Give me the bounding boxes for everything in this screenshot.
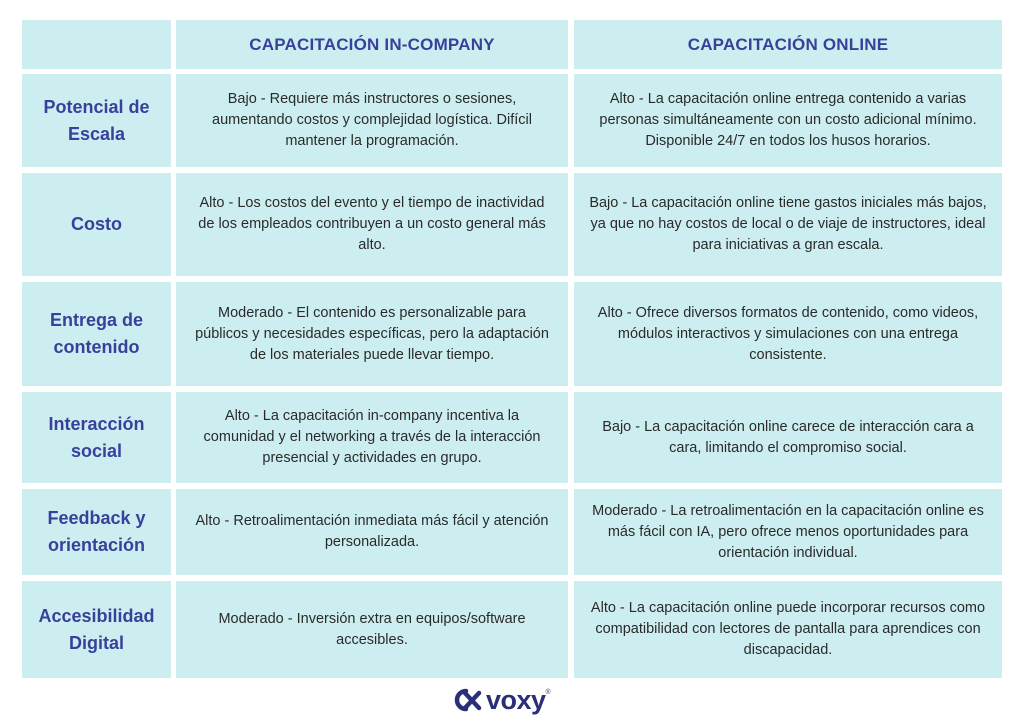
voxy-logo-text: voxy (486, 684, 546, 715)
in-company-cell-accesibilidad-digital: Moderado - Inversión extra en equipos/software accesibles. (176, 581, 568, 678)
in-company-cell-potencial-escala: Bajo - Requiere más instructores o sesiones, aumentando costos y complejidad logística. Difícil mantener la programación. (176, 74, 568, 167)
in-company-cell-interaccion-social: Alto - La capacitación in-company incentiva la comunidad y el networking a través de la interacción presencial y actividades en grupo. (176, 392, 568, 483)
online-cell-entrega-contenido: Alto - Ofrece diversos formatos de contenido, como videos, módulos interactivos y simulaciones con una entrega consistente. (574, 282, 1002, 386)
online-cell-feedback-orientacion: Moderado - La retroalimentación en la capacitación online es más fácil con IA, pero ofrece menos oportunidades para orientación individual. (574, 489, 1002, 575)
registered-mark: ® (545, 689, 551, 696)
header-empty-cell (22, 20, 171, 69)
voxy-logo (452, 683, 572, 717)
row-label-interaccion-social: Interacción social (22, 392, 171, 483)
column-header-online: CAPACITACIÓN ONLINE (574, 20, 1002, 69)
row-label-potencial-escala: Potencial de Escala (22, 74, 171, 167)
row-label-feedback-orientacion: Feedback y orientación (22, 489, 171, 575)
column-header-in-company: CAPACITACIÓN IN-COMPANY (176, 20, 568, 69)
row-label-accesibilidad-digital: Accesibilidad Digital (22, 581, 171, 678)
in-company-cell-costo: Alto - Los costos del evento y el tiempo de inactividad de los empleados contribuyen a un costo general más alto. (176, 173, 568, 276)
in-company-cell-entrega-contenido: Moderado - El contenido es personalizable para públicos y necesidades específicas, pero la adaptación de los materiales puede llevar tiempo. (176, 282, 568, 386)
online-cell-accesibilidad-digital: Alto - La capacitación online puede incorporar recursos como compatibilidad con lectores de pantalla para aprendices con discapacidad. (574, 581, 1002, 678)
online-cell-potencial-escala: Alto - La capacitación online entrega contenido a varias personas simultáneamente con un costo adicional mínimo. Disponible 24/7 en todos los husos horarios. (574, 74, 1002, 167)
online-cell-interaccion-social: Bajo - La capacitación online carece de interacción cara a cara, limitando el compromiso social. (574, 392, 1002, 483)
row-label-entrega-contenido: Entrega de contenido (22, 282, 171, 386)
row-label-costo: Costo (22, 173, 171, 276)
in-company-cell-feedback-orientacion: Alto - Retroalimentación inmediata más fácil y atención personalizada. (176, 489, 568, 575)
voxy-logo-icon (452, 687, 482, 713)
online-cell-costo: Bajo - La capacitación online tiene gastos iniciales más bajos, ya que no hay costos de local o de viaje de instructores, ideal para iniciativas a gran escala. (574, 173, 1002, 276)
